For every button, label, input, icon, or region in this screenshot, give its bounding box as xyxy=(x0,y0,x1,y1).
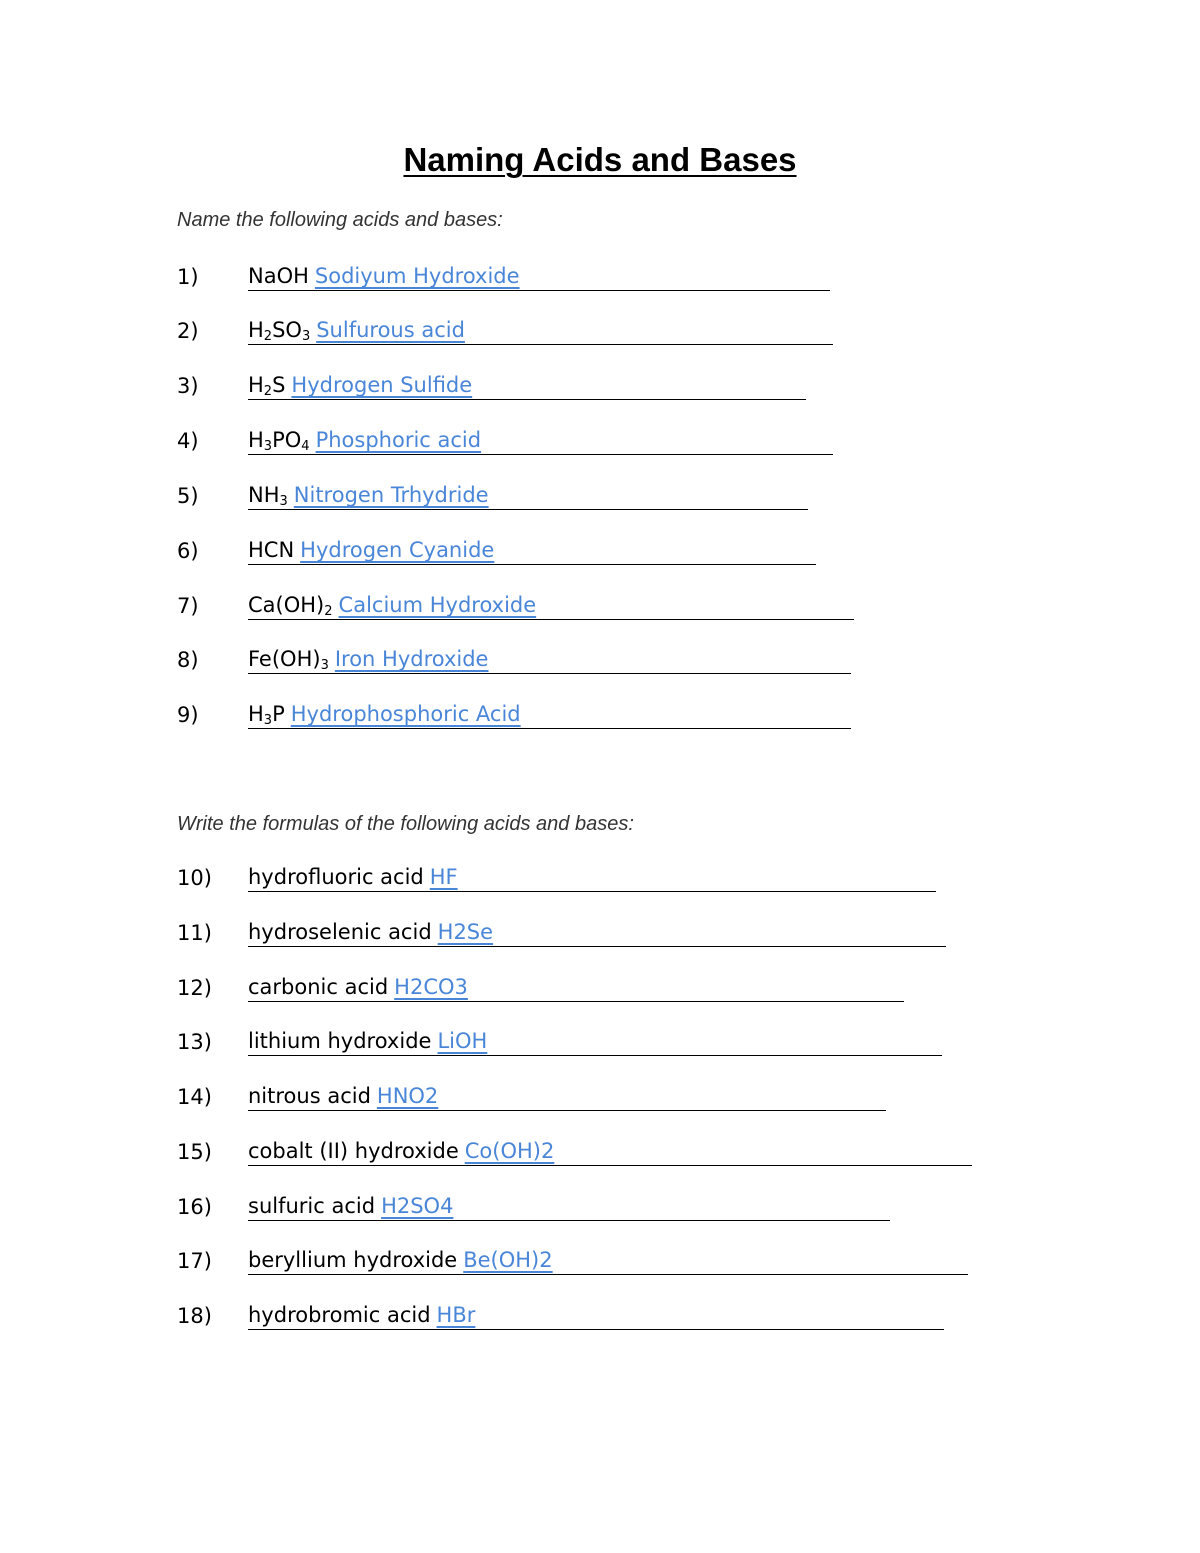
answer-text: HNO2 xyxy=(376,1084,439,1108)
answer-text: Calcium Hydroxide xyxy=(338,593,537,617)
question-number: 9) xyxy=(177,703,199,727)
section2-instruction: Write the formulas of the following acids and bases: xyxy=(177,813,634,835)
formula: $H_3P$ xyxy=(248,702,285,728)
answer-text: Sulfurous acid xyxy=(316,318,465,342)
answer-text: Nitrogen Trhydride xyxy=(293,483,489,507)
subscript: 2 xyxy=(324,604,333,619)
question-number: 1) xyxy=(177,265,199,289)
answer-line xyxy=(248,1301,944,1330)
question-number: 4) xyxy=(177,429,199,453)
formula: $H_2SO_3$ xyxy=(248,318,311,344)
answer-line xyxy=(248,536,816,565)
subscript: 3 xyxy=(263,439,273,454)
formula: NaOH xyxy=(248,264,309,288)
compound-name: sulfuric acid xyxy=(248,1194,376,1218)
compound-name: beryllium hydroxide xyxy=(248,1248,458,1272)
question-number: 11) xyxy=(177,921,212,945)
answer-text: Hydrophosphoric Acid xyxy=(290,702,521,726)
answer-line xyxy=(248,863,936,892)
answer-line xyxy=(248,426,833,455)
answer-text: HBr xyxy=(436,1303,476,1327)
answer-text: Be(OH)2 xyxy=(463,1248,553,1272)
answer-text: HF xyxy=(429,865,458,889)
question-number: 10) xyxy=(177,866,212,890)
answer-text: Phosphoric acid xyxy=(315,428,482,452)
compound-name: cobalt (II) hydroxide xyxy=(248,1139,459,1163)
answer-line xyxy=(248,645,851,674)
formula: HCN xyxy=(248,538,295,562)
answer-line xyxy=(248,1137,972,1166)
question-number: 2) xyxy=(177,319,199,343)
question-number: 15) xyxy=(177,1140,212,1164)
answer-text: Co(OH)2 xyxy=(464,1139,555,1163)
subscript: 3 xyxy=(279,494,288,509)
formula: $NH_3$ xyxy=(248,483,288,509)
compound-name: hydroselenic acid xyxy=(248,920,432,944)
question-number: 12) xyxy=(177,976,212,1000)
answer-line xyxy=(248,1027,942,1056)
answer-line xyxy=(248,1246,968,1275)
formula: $Ca(OH)_2$ xyxy=(248,593,333,619)
question-number: 18) xyxy=(177,1304,212,1328)
subscript: 2 xyxy=(263,384,273,399)
question-number: 5) xyxy=(177,484,199,508)
question-number: 14) xyxy=(177,1085,212,1109)
answer-text: LiOH xyxy=(437,1029,488,1053)
answer-line xyxy=(248,481,808,510)
question-number: 8) xyxy=(177,648,199,672)
compound-name: carbonic acid xyxy=(248,975,389,999)
answer-text: Hydrogen Cyanide xyxy=(300,538,495,562)
answer-text: H2Se xyxy=(437,920,494,944)
answer-text: H2SO4 xyxy=(381,1194,454,1218)
compound-name: nitrous acid xyxy=(248,1084,371,1108)
answer-line xyxy=(248,371,806,400)
answer-text: Sodiyum Hydroxide xyxy=(314,264,520,288)
question-number: 6) xyxy=(177,539,199,563)
question-number: 17) xyxy=(177,1249,212,1273)
section1-instruction: Name the following acids and bases: xyxy=(177,209,503,231)
subscript: 3 xyxy=(301,329,311,344)
answer-line xyxy=(248,591,854,620)
answer-line xyxy=(248,700,851,729)
subscript: 2 xyxy=(263,329,273,344)
answer-line xyxy=(248,973,904,1002)
compound-name: hydrofluoric acid xyxy=(248,865,424,889)
question-number: 16) xyxy=(177,1195,212,1219)
formula: $Fe(OH)_3$ xyxy=(248,647,329,673)
compound-name: hydrobromic acid xyxy=(248,1303,431,1327)
question-number: 7) xyxy=(177,594,199,618)
answer-line xyxy=(248,1192,890,1221)
answer-line xyxy=(248,262,830,291)
answer-line xyxy=(248,918,946,947)
compound-name: lithium hydroxide xyxy=(248,1029,432,1053)
page-title: Naming Acids and Bases xyxy=(403,141,797,178)
answer-line xyxy=(248,1082,886,1111)
question-number: 3) xyxy=(177,374,199,398)
answer-line xyxy=(248,316,833,345)
subscript: 4 xyxy=(301,439,310,454)
subscript: 3 xyxy=(263,713,273,728)
answer-text: Hydrogen Sulfide xyxy=(291,373,473,397)
answer-text: Iron Hydroxide xyxy=(334,647,489,671)
formula: $H_3PO_4$ xyxy=(248,428,310,454)
answer-text: H2CO3 xyxy=(394,975,468,999)
formula: $H_2S$ xyxy=(248,373,286,399)
question-number: 13) xyxy=(177,1030,212,1054)
subscript: 3 xyxy=(320,658,329,673)
